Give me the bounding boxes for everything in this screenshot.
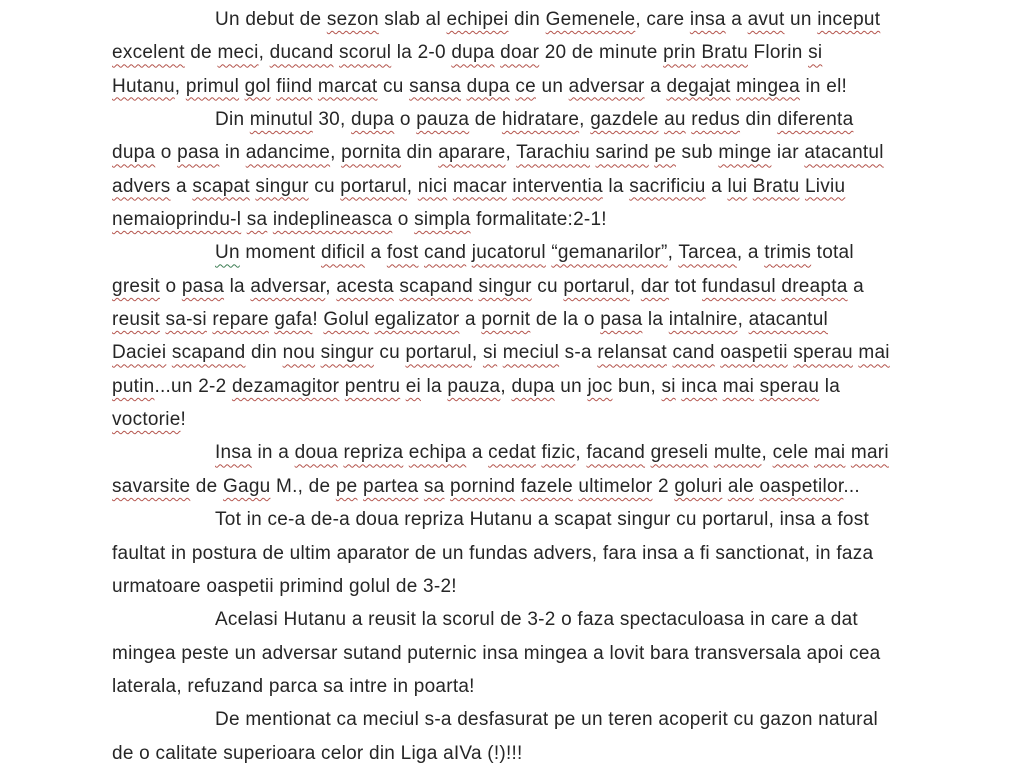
text-run: moment — [239, 242, 321, 264]
text-run: , — [174, 75, 186, 97]
misspelled-word[interactable]: gazdele — [590, 109, 659, 131]
text-run: mingea peste un adversar sutand puternic insa mingea a lovit bara transversala apoi cea — [112, 642, 881, 664]
misspelled-word[interactable]: sa-si — [165, 309, 207, 331]
text-run: , — [761, 442, 773, 464]
misspelled-word[interactable]: prin — [663, 42, 696, 64]
text-line[interactable] — [112, 70, 930, 103]
misspelled-word[interactable]: sansa — [409, 75, 462, 97]
text-run: Florin — [747, 42, 809, 64]
text-run: a — [847, 275, 864, 297]
text-run: la — [819, 375, 841, 397]
text-line[interactable] — [112, 703, 930, 736]
misspelled-word[interactable]: Gagu — [222, 475, 271, 497]
misspelled-word[interactable]: nici — [417, 175, 448, 197]
misspelled-word[interactable]: advers — [112, 175, 171, 197]
misspelled-word[interactable]: portarul — [563, 275, 630, 297]
text-run: din — [245, 342, 283, 364]
misspelled-word[interactable]: nemaioprindu-l — [112, 209, 242, 231]
misspelled-word[interactable]: Insa — [215, 442, 252, 464]
misspelled-word[interactable]: scapat — [192, 175, 250, 197]
misspelled-word[interactable]: ei — [405, 375, 421, 397]
text-run: , — [575, 442, 587, 464]
misspelled-word[interactable]: pauza — [416, 109, 470, 131]
misspelled-word[interactable]: sarind — [595, 142, 649, 164]
misspelled-word[interactable]: pauza — [447, 375, 501, 397]
text-run: iar — [771, 142, 805, 164]
text-run: a — [364, 242, 387, 264]
text-run: , care — [635, 9, 690, 30]
text-run: a — [644, 75, 667, 97]
paragraph — [112, 3, 930, 103]
text-run: bun, — [612, 375, 662, 397]
text-run: urmatoare oaspetii primind golul de 3-2! — [112, 575, 457, 597]
misspelled-word[interactable]: sezon — [326, 9, 379, 30]
misspelled-word[interactable]: putin — [112, 375, 155, 397]
text-run: din — [508, 9, 546, 30]
misspelled-word[interactable]: dupa — [351, 109, 395, 131]
misspelled-word[interactable]: relansat — [597, 342, 667, 364]
text-run: de — [190, 475, 223, 497]
misspelled-word[interactable]: mai — [858, 342, 890, 364]
text-run: de la o — [530, 309, 601, 331]
text-run: o — [155, 142, 178, 164]
misspelled-word[interactable]: ultimelor — [578, 475, 653, 497]
text-run: Din — [215, 109, 250, 131]
misspelled-word[interactable]: dezamagitor — [231, 375, 340, 397]
text-run: formalitate:2-1! — [470, 209, 607, 231]
misspelled-word[interactable]: egalizator — [374, 309, 460, 331]
text-run: , — [737, 309, 749, 331]
misspelled-word[interactable]: sperau — [793, 342, 853, 364]
misspelled-word[interactable]: redus — [691, 109, 741, 131]
misspelled-word[interactable]: adversar — [250, 275, 326, 297]
misspelled-word[interactable]: dupa — [466, 75, 510, 97]
misspelled-word[interactable]: simpla — [414, 209, 471, 231]
misspelled-word[interactable]: repare — [212, 309, 269, 331]
text-run: ! — [180, 409, 187, 431]
misspelled-word[interactable]: jucatorul — [471, 242, 546, 264]
misspelled-word[interactable]: diferenta — [777, 109, 854, 131]
text-line[interactable] — [112, 570, 930, 603]
misspelled-word[interactable]: doua — [294, 442, 338, 464]
misspelled-word[interactable]: cele — [772, 442, 809, 464]
misspelled-word[interactable]: dupa — [112, 142, 156, 164]
text-run: M., de — [270, 475, 336, 497]
misspelled-word[interactable]: pentru — [344, 375, 401, 397]
misspelled-word[interactable]: savarsite — [112, 475, 191, 497]
text-run: ... — [843, 475, 860, 497]
text-line[interactable] — [112, 737, 930, 770]
misspelled-word[interactable]: Bratu — [701, 42, 748, 64]
misspelled-word[interactable]: oaspetii — [720, 342, 788, 364]
misspelled-word[interactable]: meci — [217, 42, 259, 64]
misspelled-word[interactable]: pe — [335, 475, 358, 497]
text-run: 30, — [312, 109, 352, 131]
text-line[interactable] — [112, 670, 930, 703]
misspelled-word[interactable]: dupa — [511, 375, 555, 397]
text-run: , — [330, 142, 342, 164]
misspelled-word[interactable]: greseli — [650, 442, 709, 464]
misspelled-word[interactable]: mai — [814, 442, 846, 464]
misspelled-word[interactable]: mai — [722, 375, 755, 397]
text-run: de — [184, 42, 218, 64]
text-line[interactable] — [112, 370, 930, 403]
misspelled-word[interactable]: indeplineasca — [272, 209, 393, 231]
text-run: in — [219, 142, 246, 164]
misspelled-word[interactable]: interventia — [512, 175, 603, 197]
misspelled-word[interactable]: pornita — [341, 142, 402, 164]
text-run: , — [629, 275, 641, 297]
misspelled-word[interactable]: macar — [452, 175, 507, 197]
text-line[interactable] — [112, 637, 930, 670]
text-run: a — [725, 9, 748, 30]
text-line[interactable] — [112, 170, 930, 203]
text-run: cu — [531, 275, 564, 297]
text-run: , — [579, 109, 591, 131]
misspelled-word[interactable]: ce — [515, 75, 536, 97]
misspelled-word[interactable]: cedat — [488, 442, 536, 464]
misspelled-word[interactable]: dupa — [451, 42, 495, 64]
text-line[interactable] — [112, 303, 930, 336]
text-run: din — [740, 109, 778, 131]
misspelled-word[interactable]: doar — [500, 42, 540, 64]
text-line[interactable] — [112, 603, 930, 636]
text-line[interactable] — [112, 403, 930, 436]
misspelled-word[interactable]: gol — [244, 75, 271, 97]
misspelled-word[interactable]: pasa — [600, 309, 643, 331]
text-run: la — [642, 309, 669, 331]
misspelled-word[interactable]: primul — [185, 75, 240, 97]
misspelled-word[interactable]: Hutanu — [112, 75, 175, 97]
text-run: tot — [669, 275, 702, 297]
misspelled-word[interactable]: partea — [363, 475, 419, 497]
paragraph — [112, 103, 930, 236]
misspelled-word[interactable]: dar — [640, 275, 670, 297]
misspelled-word[interactable]: adversar — [568, 75, 645, 97]
text-run: la — [224, 275, 251, 297]
misspelled-word[interactable]: scorul — [339, 42, 392, 64]
misspelled-word[interactable]: insa — [689, 9, 726, 30]
text-run: la — [421, 375, 448, 397]
paragraph — [112, 436, 930, 503]
text-run: o — [392, 209, 415, 231]
text-run: a — [466, 442, 489, 464]
text-line[interactable] — [112, 537, 930, 570]
misspelled-word[interactable]: fost — [386, 242, 419, 264]
text-run: in a — [251, 442, 295, 464]
misspelled-word[interactable]: oaspetilor — [759, 475, 844, 497]
misspelled-word[interactable]: reusit — [112, 309, 160, 331]
misspelled-word[interactable]: Liviu — [804, 175, 846, 197]
misspelled-word[interactable]: repriza — [343, 442, 404, 464]
misspelled-word[interactable]: “gemanarilor” — [551, 242, 668, 264]
text-run: sub — [675, 142, 719, 164]
text-line[interactable] — [112, 36, 930, 69]
misspelled-word[interactable]: pasa — [177, 142, 220, 164]
misspelled-word[interactable]: voctorie — [112, 409, 181, 431]
misspelled-word[interactable]: sacrificiu — [629, 175, 706, 197]
text-run: un — [535, 75, 569, 97]
misspelled-word[interactable]: pornind — [450, 475, 516, 497]
misspelled-word[interactable]: gresit — [112, 275, 160, 297]
misspelled-word[interactable]: scapand — [399, 275, 473, 297]
misspelled-word[interactable]: trimis — [764, 242, 812, 264]
text-run: o — [159, 275, 182, 297]
text-line[interactable] — [112, 270, 930, 303]
text-run: , — [667, 242, 679, 264]
paragraph — [112, 503, 930, 603]
text-run: 20 de minute — [539, 42, 664, 64]
misspelled-word[interactable]: avut — [747, 9, 785, 30]
misspelled-word[interactable]: echipei — [446, 9, 509, 30]
misspelled-word[interactable]: atacantul — [804, 142, 884, 164]
paragraph — [112, 236, 930, 436]
misspelled-word[interactable]: mari — [850, 442, 889, 464]
text-run: 2 — [652, 475, 675, 497]
text-run: un — [784, 9, 818, 30]
misspelled-word[interactable]: sperau — [759, 375, 820, 397]
misspelled-word[interactable]: fazele — [520, 475, 573, 497]
text-run: , — [505, 142, 517, 164]
misspelled-word[interactable]: fundasul — [702, 275, 776, 297]
misspelled-word[interactable]: minge — [718, 142, 772, 164]
misspelled-word[interactable]: hidratare — [501, 109, 580, 131]
text-run: Tot in ce-a de-a doua repriza Hutanu a scapat singur cu portarul, insa a fost — [215, 509, 869, 531]
text-run: , — [471, 342, 483, 364]
misspelled-word[interactable]: degajat — [666, 75, 731, 97]
text-run: cu — [308, 175, 341, 197]
text-line[interactable] — [112, 3, 930, 36]
misspelled-word[interactable]: Daciei — [112, 342, 167, 364]
misspelled-word[interactable]: Golul — [323, 309, 370, 331]
text-run: a — [705, 175, 728, 197]
text-run: , — [406, 175, 418, 197]
misspelled-word[interactable]: ducand — [269, 42, 334, 64]
text-run: , a — [736, 242, 765, 264]
misspelled-word[interactable]: fiind — [276, 75, 313, 97]
text-run: la — [602, 175, 630, 197]
document-page[interactable] — [112, 3, 930, 770]
misspelled-word[interactable]: joc — [587, 375, 613, 397]
text-run: , — [500, 375, 512, 397]
text-run: slab al — [378, 9, 447, 30]
misspelled-word[interactable]: multe — [713, 442, 762, 464]
misspelled-word[interactable]: dreapta — [781, 275, 848, 297]
misspelled-word[interactable]: mingea — [736, 75, 800, 97]
text-run: , — [258, 42, 270, 64]
text-run: la 2-0 — [391, 42, 452, 64]
misspelled-word[interactable]: excelent — [112, 42, 185, 64]
text-run: cu — [373, 342, 406, 364]
misspelled-word[interactable]: minutul — [249, 109, 313, 131]
text-line[interactable] — [112, 136, 930, 169]
misspelled-word[interactable]: inceput — [817, 9, 881, 30]
misspelled-word[interactable]: atacantul — [748, 309, 828, 331]
misspelled-word[interactable]: singur — [478, 275, 532, 297]
misspelled-word[interactable]: intalnire — [668, 309, 738, 331]
misspelled-word[interactable]: si — [482, 342, 498, 364]
misspelled-word[interactable]: acesta — [336, 275, 394, 297]
text-run: faultat in postura de ultim aparator de un fundas advers, fara insa a fi sanctionat, in faza — [112, 542, 874, 564]
text-run: un — [554, 375, 588, 397]
misspelled-word[interactable]: singur — [320, 342, 374, 364]
text-run: De mentionat ca meciul s-a desfasurat pe un teren acoperit cu gazon natural — [215, 709, 879, 731]
text-run: ! — [312, 309, 324, 331]
text-run: cu — [377, 75, 410, 97]
text-line[interactable] — [112, 236, 930, 269]
paragraph — [112, 703, 930, 770]
misspelled-word[interactable]: singur — [255, 175, 309, 197]
misspelled-word[interactable]: adancime — [245, 142, 331, 164]
text-run: Un debut de — [215, 9, 327, 30]
grammar-flagged-word[interactable]: Un — [215, 242, 240, 264]
text-run: a — [459, 309, 482, 331]
misspelled-word[interactable]: Bratu — [752, 175, 800, 197]
misspelled-word[interactable]: aparare — [438, 142, 506, 164]
misspelled-word[interactable]: cand — [672, 342, 715, 364]
misspelled-word[interactable]: marcat — [317, 75, 378, 97]
misspelled-word[interactable]: nou — [282, 342, 316, 364]
text-line[interactable] — [112, 503, 930, 536]
misspelled-word[interactable]: fizic — [541, 442, 576, 464]
text-line[interactable] — [112, 203, 930, 236]
misspelled-word[interactable]: Tarachiu — [516, 142, 590, 164]
misspelled-word[interactable]: inca — [681, 375, 718, 397]
text-run: , — [325, 275, 337, 297]
misspelled-word[interactable]: facand — [586, 442, 646, 464]
text-run: ...un 2-2 — [154, 375, 232, 397]
text-run: din — [401, 142, 439, 164]
text-line[interactable] — [112, 470, 930, 503]
text-run: Acelasi Hutanu a reusit la scorul de 3-2 o faza spectaculoasa in care a dat — [215, 609, 858, 631]
misspelled-word[interactable]: goluri — [674, 475, 723, 497]
text-run: a — [170, 175, 193, 197]
misspelled-word[interactable]: pe — [654, 142, 676, 164]
text-run: laterala, refuzand parca sa intre in poarta! — [112, 675, 475, 697]
misspelled-word[interactable]: sa — [246, 209, 268, 231]
misspelled-word[interactable]: echipa — [408, 442, 467, 464]
misspelled-word[interactable]: gafa — [274, 309, 313, 331]
paragraph — [112, 603, 930, 703]
misspelled-word[interactable]: ale — [727, 475, 754, 497]
text-run: o — [394, 109, 417, 131]
misspelled-word[interactable]: cand — [424, 242, 467, 264]
misspelled-word[interactable]: au — [664, 109, 686, 131]
text-run: total — [811, 242, 854, 264]
text-run: de — [469, 109, 502, 131]
misspelled-word[interactable]: Gemenele — [545, 9, 636, 30]
misspelled-word[interactable]: portarul — [340, 175, 407, 197]
misspelled-word[interactable]: lui — [727, 175, 748, 197]
misspelled-word[interactable]: portarul — [405, 342, 472, 364]
misspelled-word[interactable]: si — [661, 375, 676, 397]
misspelled-word[interactable]: sa — [423, 475, 445, 497]
misspelled-word[interactable]: pasa — [181, 275, 225, 297]
misspelled-word[interactable]: pornit — [481, 309, 531, 331]
text-run: in el! — [799, 75, 848, 97]
text-line[interactable] — [112, 336, 930, 369]
misspelled-word[interactable]: scapand — [171, 342, 246, 364]
misspelled-word[interactable]: dificil — [321, 242, 365, 264]
text-line[interactable] — [112, 103, 930, 136]
misspelled-word[interactable]: meciul — [502, 342, 560, 364]
text-run: de o calitate superioara celor din Liga aIVa (!)!!! — [112, 742, 523, 764]
misspelled-word[interactable]: si — [808, 42, 823, 64]
text-run: s-a — [559, 342, 598, 364]
text-line[interactable] — [112, 436, 930, 469]
misspelled-word[interactable]: Tarcea — [678, 242, 737, 264]
